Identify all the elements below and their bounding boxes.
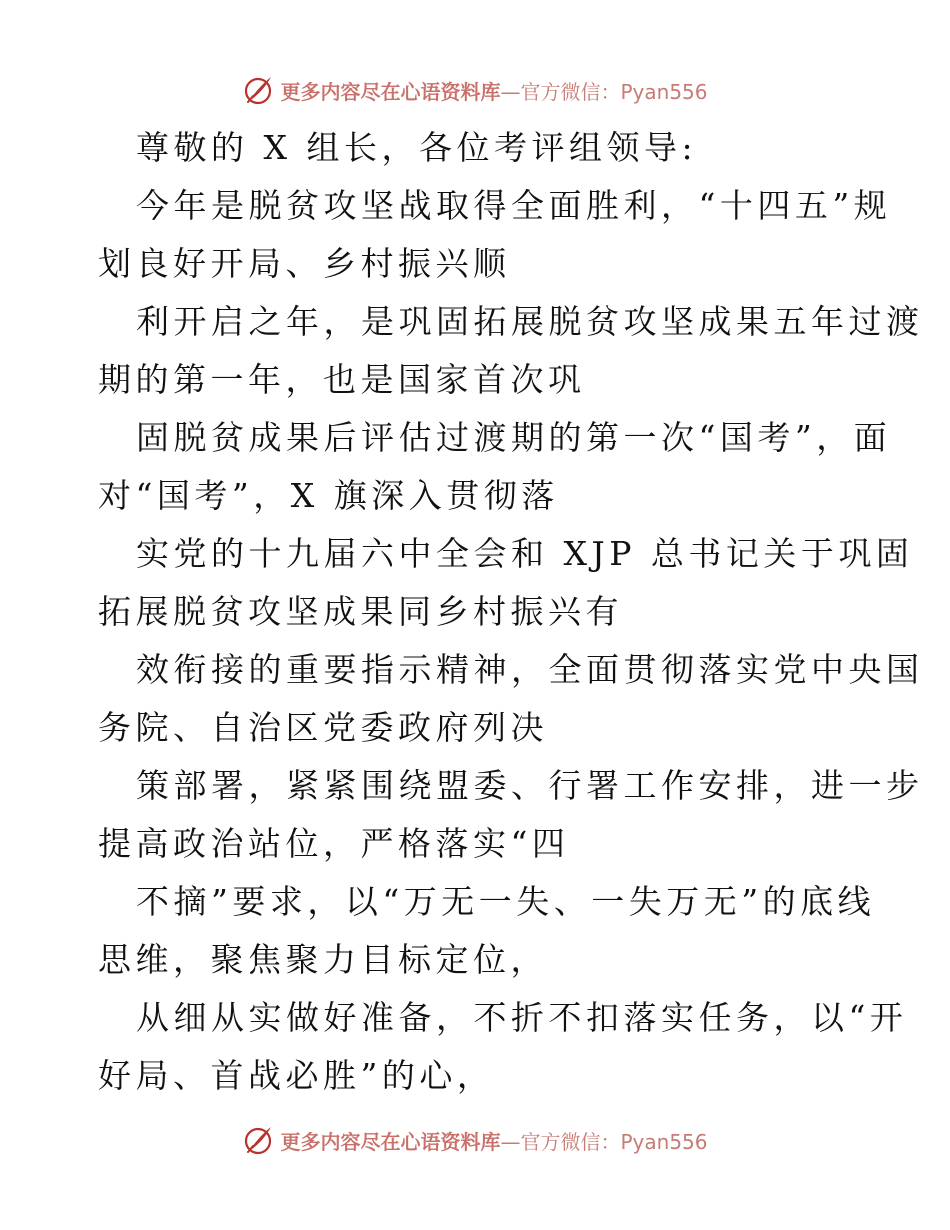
text-line: 好局、首战必胜”的心， (98, 1056, 495, 1095)
text-line: 拓展脱贫攻坚成果同乡村振兴有 (98, 592, 623, 631)
text-line: 固脱贫成果后评估过渡期的第一次“国考”，面 (136, 418, 892, 457)
text-line: 策部署，紧紧围绕盟委、行署工作安排，进一步 (136, 766, 924, 805)
banner-text (280, 76, 707, 105)
banner-account: Pyan556 (620, 79, 708, 104)
text-line: 务院、自治区党委政府列决 (98, 708, 548, 747)
text-line: 效衔接的重要指示精神，全面贯彻落实党中央国 (136, 650, 924, 689)
text-line: 今年是脱贫攻坚战取得全面胜利，“十四五”规 (136, 186, 892, 225)
banner-account: Pyan556 (620, 1129, 708, 1154)
banner-dash: — (500, 1129, 521, 1154)
feather-pen-logo-icon (242, 1124, 274, 1156)
banner-bold-text: 更多内容尽在心语资料库 (280, 79, 501, 104)
feather-pen-logo-icon (242, 74, 274, 106)
text-line: 实党的十九届六中全会和 XJP 总书记关于巩固 (136, 534, 914, 573)
text-line: 划良好开局、乡村振兴顺 (98, 244, 511, 283)
text-line: 不摘”要求，以“万无一失、一失万无”的底线 (136, 882, 876, 921)
text-line: 利开启之年，是巩固拓展脱贫攻坚成果五年过渡 (136, 302, 924, 341)
banner-bold-text: 更多内容尽在心语资料库 (280, 1129, 501, 1154)
banner-plain-text: 官方微信： (520, 1129, 621, 1154)
header-banner (0, 70, 950, 110)
text-line: 尊敬的 X 组长，各位考评组领导: (136, 128, 698, 167)
text-line: 期的第一年，也是国家首次巩 (98, 360, 586, 399)
banner-dash: — (500, 79, 521, 104)
banner-plain-text: 官方微信： (520, 79, 621, 104)
text-line: 从细从实做好准备，不折不扣落实任务，以“开 (136, 998, 908, 1037)
footer-banner (0, 1120, 950, 1160)
text-line: 对“国考”，X 旗深入贯彻落 (98, 476, 559, 515)
text-line: 提高政治站位，严格落实“四 (98, 824, 570, 863)
text-line: 思维，聚焦聚力目标定位， (98, 940, 548, 979)
banner-text (280, 1126, 707, 1155)
